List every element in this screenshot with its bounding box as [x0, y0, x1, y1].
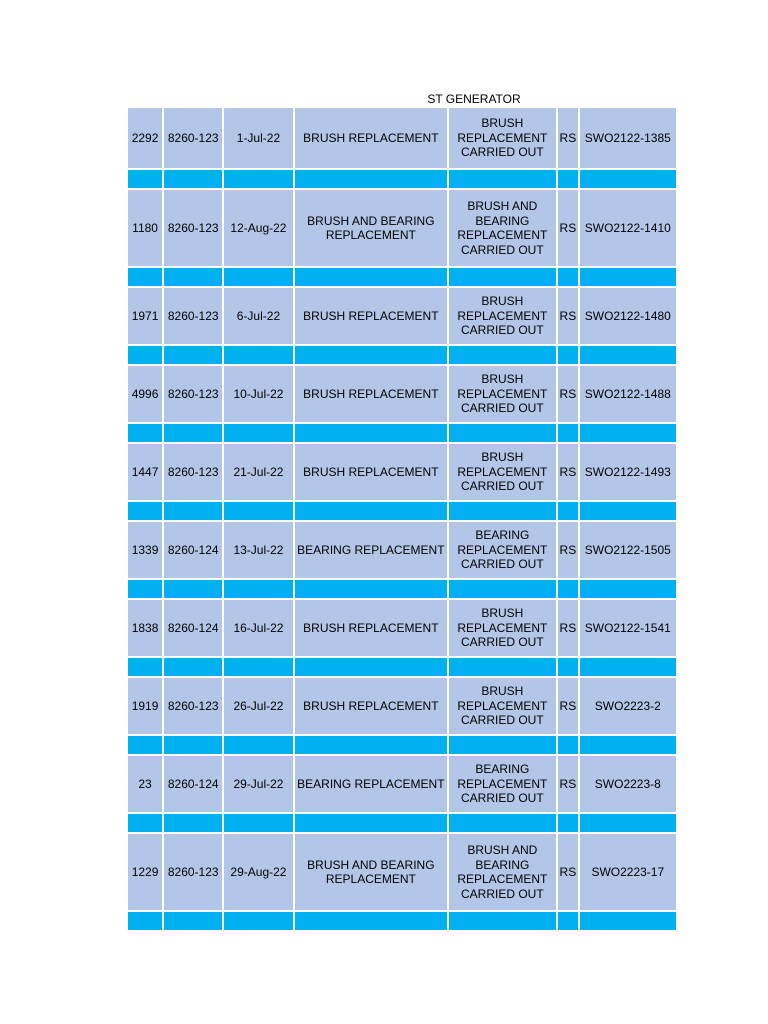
separator-row [128, 812, 676, 834]
row-date: 12-Aug-22 [224, 190, 292, 266]
row-date: 10-Jul-22 [224, 366, 292, 422]
row-id: 1919 [128, 678, 162, 734]
separator-row [128, 168, 676, 190]
row-id: 1180 [128, 190, 162, 266]
row-id: 1447 [128, 444, 162, 500]
separator-row [128, 910, 676, 932]
row-rs: RS [558, 756, 578, 812]
row-work: BRUSH REPLACEMENT [295, 288, 448, 344]
row-ref: SWO2122-1505 [580, 522, 676, 578]
separator-row [128, 500, 676, 522]
row-status: BRUSH REPLACEMENT CARRIED OUT [449, 678, 555, 734]
table-row [128, 366, 676, 422]
row-work: BRUSH AND BEARING REPLACEMENT [295, 190, 448, 266]
separator-row [128, 734, 676, 756]
row-code: 8260-123 [164, 366, 222, 422]
row-code: 8260-123 [164, 108, 222, 168]
row-work: BRUSH REPLACEMENT [295, 366, 448, 422]
row-work: BRUSH REPLACEMENT [295, 600, 448, 656]
separator-row [128, 578, 676, 600]
row-id: 1838 [128, 600, 162, 656]
row-code: 8260-123 [164, 190, 222, 266]
row-ref: SWO2223-17 [580, 834, 676, 910]
table-row [128, 108, 676, 168]
row-id: 1229 [128, 834, 162, 910]
row-work: BEARING REPLACEMENT [295, 522, 448, 578]
row-code: 8260-123 [164, 678, 222, 734]
separator-row [128, 656, 676, 678]
row-rs: RS [558, 522, 578, 578]
row-rs: RS [558, 600, 578, 656]
row-id: 4996 [128, 366, 162, 422]
row-status: BEARING REPLACEMENT CARRIED OUT [449, 756, 555, 812]
row-date: 29-Jul-22 [224, 756, 292, 812]
row-date: 1-Jul-22 [224, 108, 292, 168]
row-date: 13-Jul-22 [224, 522, 292, 578]
row-status: BRUSH REPLACEMENT CARRIED OUT [449, 108, 555, 168]
row-ref: SWO2122-1410 [580, 190, 676, 266]
row-work: BRUSH AND BEARING REPLACEMENT [295, 834, 448, 910]
row-work: BRUSH REPLACEMENT [295, 678, 448, 734]
row-rs: RS [558, 288, 578, 344]
row-date: 29-Aug-22 [224, 834, 292, 910]
row-rs: RS [558, 366, 578, 422]
row-id: 1971 [128, 288, 162, 344]
row-status: BRUSH AND BEARING REPLACEMENT CARRIED OUT [449, 190, 555, 266]
work-order-table [126, 108, 678, 932]
row-status: BRUSH REPLACEMENT CARRIED OUT [449, 288, 555, 344]
row-id: 1339 [128, 522, 162, 578]
page-title: ST GENERATOR [427, 92, 521, 106]
row-status: BRUSH REPLACEMENT CARRIED OUT [449, 366, 555, 422]
row-code: 8260-124 [164, 756, 222, 812]
table-row [128, 190, 676, 266]
row-ref: SWO2122-1541 [580, 600, 676, 656]
row-date: 21-Jul-22 [224, 444, 292, 500]
separator-row [128, 344, 676, 366]
row-work: BRUSH REPLACEMENT [295, 108, 448, 168]
row-code: 8260-123 [164, 444, 222, 500]
row-rs: RS [558, 190, 578, 266]
row-date: 6-Jul-22 [224, 288, 292, 344]
row-rs: RS [558, 444, 578, 500]
row-ref: SWO2122-1385 [580, 108, 676, 168]
row-status: BRUSH REPLACEMENT CARRIED OUT [449, 444, 555, 500]
row-ref: SWO2122-1480 [580, 288, 676, 344]
row-code: 8260-123 [164, 834, 222, 910]
table-row [128, 756, 676, 812]
row-id: 2292 [128, 108, 162, 168]
row-code: 8260-124 [164, 522, 222, 578]
row-ref: SWO2223-2 [580, 678, 676, 734]
row-work: BRUSH REPLACEMENT [295, 444, 448, 500]
row-code: 8260-124 [164, 600, 222, 656]
row-rs: RS [558, 834, 578, 910]
row-status: BRUSH REPLACEMENT CARRIED OUT [449, 600, 555, 656]
row-ref: SWO2122-1493 [580, 444, 676, 500]
row-work: BEARING REPLACEMENT [295, 756, 448, 812]
row-ref: SWO2122-1488 [580, 366, 676, 422]
row-ref: SWO2223-8 [580, 756, 676, 812]
table-row [128, 600, 676, 656]
table-row [128, 678, 676, 734]
row-rs: RS [558, 678, 578, 734]
row-code: 8260-123 [164, 288, 222, 344]
table-row [128, 288, 676, 344]
separator-row [128, 422, 676, 444]
table-row [128, 834, 676, 910]
row-date: 26-Jul-22 [224, 678, 292, 734]
row-status: BEARING REPLACEMENT CARRIED OUT [449, 522, 555, 578]
row-id: 23 [128, 756, 162, 812]
row-date: 16-Jul-22 [224, 600, 292, 656]
table-row [128, 444, 676, 500]
row-rs: RS [558, 108, 578, 168]
separator-row [128, 266, 676, 288]
row-status: BRUSH AND BEARING REPLACEMENT CARRIED OUT [449, 834, 555, 910]
table-row [128, 522, 676, 578]
